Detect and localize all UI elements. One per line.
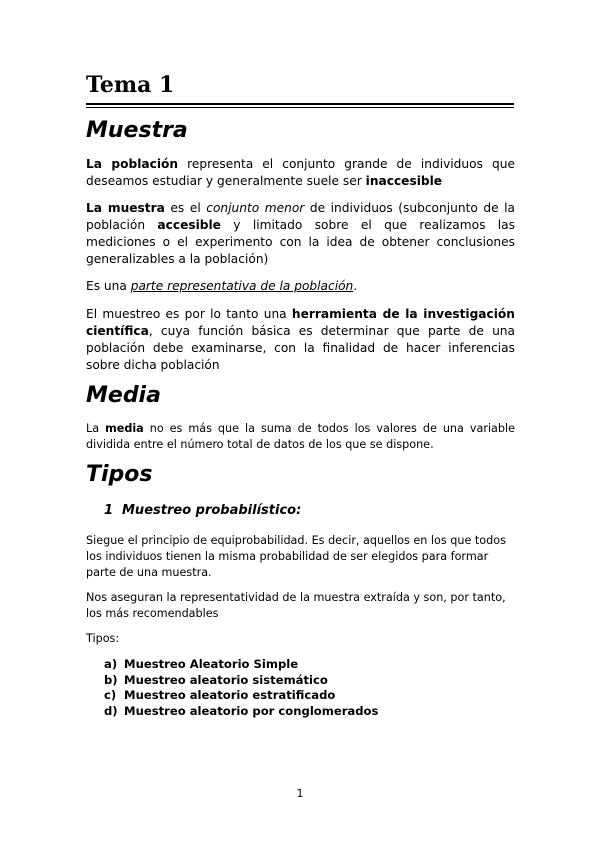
term-muestra: La muestra bbox=[86, 201, 165, 215]
paragraph-media: La media no es más que la suma de todos los valores de una variable dividida entre el número total de datos de los que se dispone. bbox=[86, 422, 515, 451]
list-item: b) Muestreo aleatorio sistemático bbox=[104, 672, 328, 687]
subheading-muestreo-probabilistico bbox=[104, 503, 301, 518]
subheading-text: Muestreo probabilístico: bbox=[122, 503, 302, 518]
list-item: d) Muestreo aleatorio por conglomerados bbox=[104, 704, 379, 719]
subheading-number: 1 bbox=[104, 503, 114, 518]
heading-muestra: Muestra bbox=[86, 118, 188, 143]
term-media: media bbox=[105, 422, 144, 435]
term-poblacion: La población bbox=[86, 157, 179, 171]
paragraph-muestra: La muestra es el conjunto menor de individuos (subconjunto de la población accesible y limitado sobre el que realizamos las mediciones o el experimento con la idea de obtener conclusiones generalizables a la población) bbox=[86, 201, 515, 266]
page-number: 1 bbox=[296, 787, 304, 800]
term-parte-representativa: parte representativa de la población bbox=[130, 279, 354, 293]
paragraph-muestreo: El muestreo es por lo tanto una herramienta de la investigación científica, cuya función básica es determinar que parte de una población debe examinarse, con la finalidad de hacer inferencias sobre dicha población bbox=[86, 307, 515, 372]
term-inaccesible: inaccesible bbox=[365, 174, 443, 188]
term-accesible: accesible bbox=[157, 218, 221, 232]
sampling-types-list bbox=[104, 657, 378, 720]
chapter-title: Tema 1 bbox=[86, 72, 175, 98]
list-item: c) Muestreo aleatorio estratificado bbox=[104, 688, 336, 703]
title-rule-thin bbox=[86, 107, 514, 108]
term-herramienta: herramienta de la investigación científica bbox=[86, 307, 515, 338]
heading-media: Media bbox=[86, 383, 161, 408]
list-item: a) Muestreo Aleatorio Simple bbox=[104, 657, 299, 671]
paragraph-poblacion: La población representa el conjunto grande de individuos que deseamos estudiar y generalmente suele ser inaccesible bbox=[86, 157, 515, 188]
paragraph-tipos-label: Tipos: bbox=[86, 632, 120, 645]
title-rule-thick bbox=[86, 103, 514, 105]
paragraph-representativa: Es una parte representativa de la población. bbox=[86, 279, 358, 293]
heading-tipos: Tipos bbox=[86, 462, 153, 487]
term-conjunto-menor: conjunto menor bbox=[206, 201, 305, 215]
paragraph-equiprobabilidad: Siegue el principio de equiprobabilidad. Es decir, aquellos en los que todos los individuos tienen la misma probabilidad de ser elegidos para formar parte de una muestra. bbox=[86, 534, 506, 579]
paragraph-representatividad: Nos aseguran la representatividad de la muestra extraída y son, por tanto, los más recomendables bbox=[86, 591, 506, 620]
